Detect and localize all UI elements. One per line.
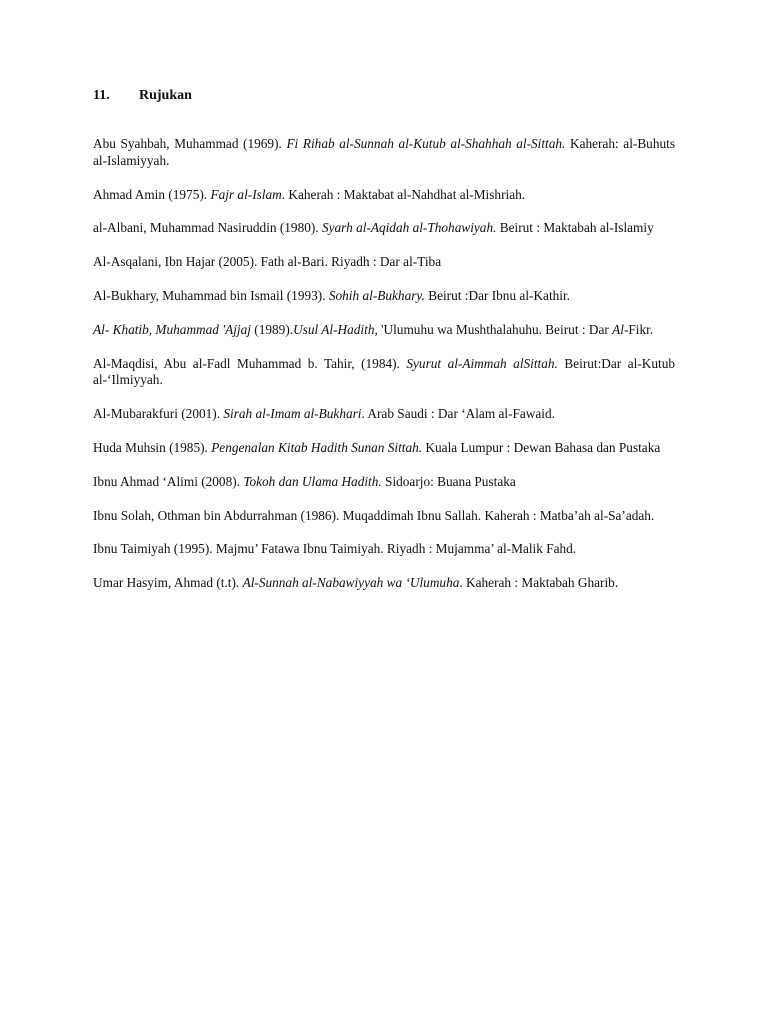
section-title: Rujukan bbox=[139, 88, 192, 103]
reference-text: al-Albani, Muhammad Nasiruddin (1980). bbox=[93, 220, 322, 236]
reference-title-italic: Usul Al-Hadith bbox=[293, 321, 375, 337]
reference-entry bbox=[93, 406, 675, 423]
reference-text: Beirut:Dar al-Kutub al-‘Ilmiyyah. bbox=[93, 355, 675, 388]
reference-entry bbox=[93, 440, 675, 457]
reference-text: Abu Syahbah, Muhammad (1969). bbox=[93, 136, 287, 151]
reference-entry bbox=[93, 136, 675, 170]
reference-title-italic: Syarh al-Aqidah al-Thohawiyah. bbox=[321, 220, 497, 236]
reference-title-italic: Al bbox=[612, 321, 624, 337]
reference-entry bbox=[93, 575, 675, 592]
reference-text: (1989). bbox=[250, 321, 294, 337]
reference-entry bbox=[93, 541, 675, 558]
reference-text: Al-Bukhary, Muhammad bin Ismail (1993). bbox=[93, 287, 329, 303]
reference-title-italic: Al- Khatib, Muhammad 'Ajjaj bbox=[93, 321, 251, 337]
reference-entry bbox=[93, 474, 675, 491]
reference-text: Sidoarjo: Buana Pustaka bbox=[381, 473, 516, 489]
reference-title-italic: Sohih al-Bukhary. bbox=[328, 287, 425, 303]
section-heading bbox=[93, 86, 675, 106]
reference-text: Al-Mubarakfuri (2001). bbox=[93, 406, 224, 422]
reference-entry bbox=[93, 508, 675, 525]
reference-title-italic: Pengenalan Kitab Hadith Sunan Sittah. bbox=[211, 439, 423, 455]
reference-text: Umar Hasyim, Ahmad (t.t). bbox=[93, 575, 243, 591]
reference-text: . Kaherah : Maktabah Gharib. bbox=[459, 575, 619, 591]
reference-text: Ahmad Amin (1975). bbox=[93, 186, 211, 202]
reference-text: Kaherah: al-Buhuts al-Islamiyyah. bbox=[93, 136, 675, 168]
reference-text: Beirut :Dar Ibnu al-Kathir. bbox=[424, 287, 571, 303]
reference-text: Kuala Lumpur : Dewan Bahasa dan Pustaka bbox=[422, 439, 661, 455]
reference-entry bbox=[93, 187, 675, 204]
reference-list bbox=[93, 136, 675, 592]
reference-title-italic: Al-Sunnah al-Nabawiyyah wa ‘Ulumuha bbox=[242, 575, 460, 591]
reference-title-italic: Tokoh dan Ulama Hadith. bbox=[243, 473, 382, 489]
reference-text: Beirut : Maktabah al-Islamiy bbox=[496, 220, 654, 236]
reference-title-italic: Syurut al-Aimmah alSittah. bbox=[406, 355, 558, 371]
reference-text: Al-Asqalani, Ibn Hajar (2005). Fath al-Bari. Riyadh : Dar al-Tiba bbox=[93, 254, 442, 270]
reference-entry bbox=[93, 322, 675, 339]
reference-text: Ibnu Solah, Othman bin Abdurrahman (1986). Muqaddimah Ibnu Sallah. Kaherah : Matba’ah al-Sa’adah. bbox=[93, 507, 655, 523]
reference-text: Huda Muhsin (1985). bbox=[93, 439, 212, 455]
reference-text: Ibnu Ahmad ‘Alimi (2008). bbox=[93, 473, 244, 489]
reference-text: , 'Ulumuhu wa Mushthalahuhu. Beirut : Dar bbox=[374, 321, 613, 337]
reference-entry bbox=[93, 254, 675, 271]
reference-entry bbox=[93, 356, 675, 390]
reference-title-italic: Fajr al-Islam bbox=[210, 186, 282, 202]
reference-text: Al-Maqdisi, Abu al-Fadl Muhammad b. Tahir, (1984). bbox=[93, 355, 407, 371]
reference-text: . Arab Saudi : Dar ‘Alam al-Fawaid. bbox=[361, 406, 555, 422]
reference-text: . Kaherah : Maktabat al-Nahdhat al-Mishriah. bbox=[281, 186, 526, 202]
reference-text: Ibnu Taimiyah (1995). Majmu’ Fatawa Ibnu Taimiyah. Riyadh : Mujamma’ al-Malik Fahd. bbox=[93, 541, 577, 557]
reference-title-italic: Sirah al-Imam al-Bukhari bbox=[223, 406, 362, 422]
section-number: 11. bbox=[93, 88, 110, 103]
reference-entry bbox=[93, 288, 675, 305]
reference-text: -Fikr. bbox=[623, 321, 654, 337]
reference-title-italic: Fi Rihab al-Sunnah al-Kutub al-Shahhah al-Sittah. bbox=[286, 136, 566, 151]
document-page bbox=[93, 86, 675, 609]
reference-entry bbox=[93, 220, 675, 237]
